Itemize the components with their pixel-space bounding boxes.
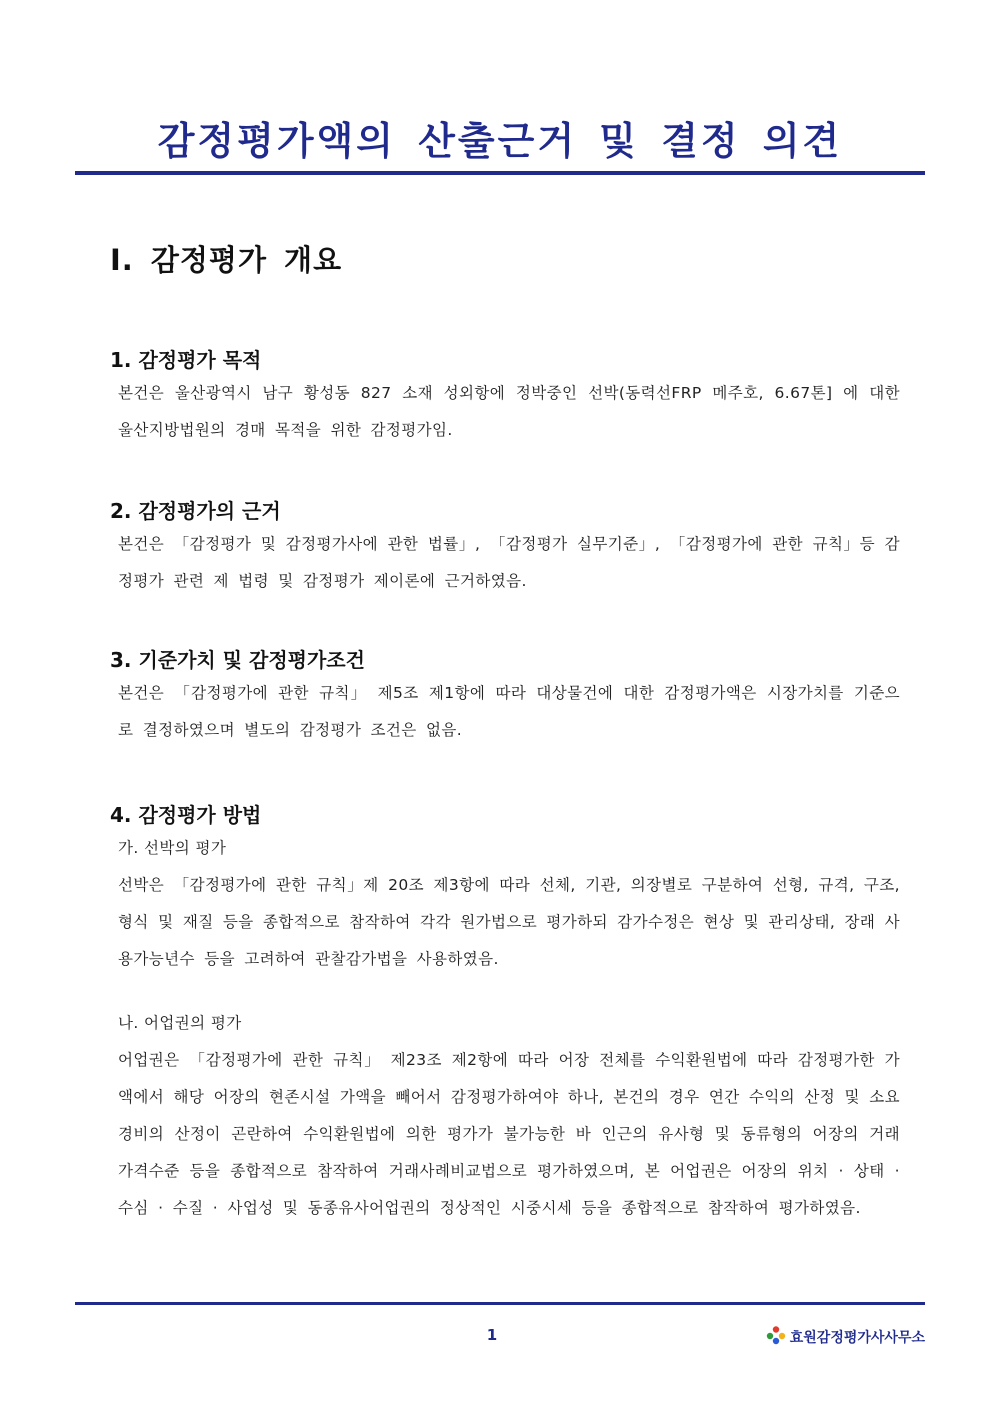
section-paragraph: 본건은 「감정평가 및 감정평가사에 관한 법률」, 「감정평가 실무기준」, 「감정평가에 관한 규칙」등 감정평가 관련 제 법령 및 감정평가 제이론에 근거하였음.: [118, 535, 900, 590]
subsection-spacer: [110, 978, 900, 1005]
title-underline: [75, 171, 925, 175]
section-heading: 3. 기준가치 및 감정평가조건: [110, 648, 365, 672]
section-basis: [110, 496, 900, 600]
section-method: [110, 800, 900, 1227]
subsection-fishing-right: [110, 1005, 900, 1227]
brand-name: 효원감정평가사사무소: [789, 1330, 925, 1346]
hyowon-logo-icon: [765, 1325, 787, 1349]
footer-rule: [75, 1302, 925, 1305]
subsection-ship: [110, 830, 900, 978]
subsection-label: 가. 선박의 평가: [118, 839, 227, 857]
section-heading: 4. 감정평가 방법: [110, 803, 262, 827]
section-paragraph: 본건은 「감정평가에 관한 규칙」 제5조 제1항에 따라 대상물건에 대한 감정평가액은 시장가치를 기준으로 결정하였으며 별도의 감정평가 조건은 없음.: [118, 684, 900, 739]
subsection-paragraph: 선박은 「감정평가에 관한 규칙」제 20조 제3항에 따라 선체, 기관, 의장별로 구분하여 선형, 규격, 구조, 형식 및 재질 등을 종합적으로 참작하여 각각 원가법으로 평가하되 감가수정은 현상 및 관리상태, 장래 사용가능년수 등을 고려하여 관찰감가법을 사용하였음.: [118, 876, 900, 968]
section-paragraph: 본건은 울산광역시 남구 황성동 827 소재 성외항에 정박중인 선박(동력선FRP 메주호, 6.67톤] 에 대한 울산지방법원의 경매 목적을 위한 감정평가임.: [118, 384, 900, 439]
section-value-basis: [110, 645, 900, 749]
page-title: 감정평가액의 산출근거 및 결정 의견: [157, 119, 843, 163]
subsection-label: 나. 어업권의 평가: [118, 1014, 242, 1032]
section-heading: 1. 감정평가 목적: [110, 348, 262, 372]
section-heading: 2. 감정평가의 근거: [110, 499, 281, 523]
chapter-heading: Ⅰ. 감정평가 개요: [110, 243, 343, 277]
subsection-paragraph: 어업권은 「감정평가에 관한 규칙」 제23조 제2항에 따라 어장 전체를 수익환원법에 따라 감정평가한 가액에서 해당 어장의 현존시설 가액을 빼어서 감정평가하여야 하나, 본건의 경우 연간 수익의 산정 및 소요경비의 산정이 곤란하여 수익환원법에 의한 평가가 불가능한 바 인근의 유사형 및 동류형의 어장의 거래가격수준 등을 종합적으로 참작하여 거래사례비교법으로 평가하였으며, 본 어업권은 어장의 위치 · 상태 · 수심 · 수질 · 사업성 및 동종유사어업권의 정상적인 시중시세 등을 종합적으로 참작하여 평가하였음.: [118, 1051, 900, 1217]
page-number: 1: [486, 1326, 498, 1344]
footer-brand: [765, 1325, 925, 1349]
section-purpose: [110, 345, 900, 449]
